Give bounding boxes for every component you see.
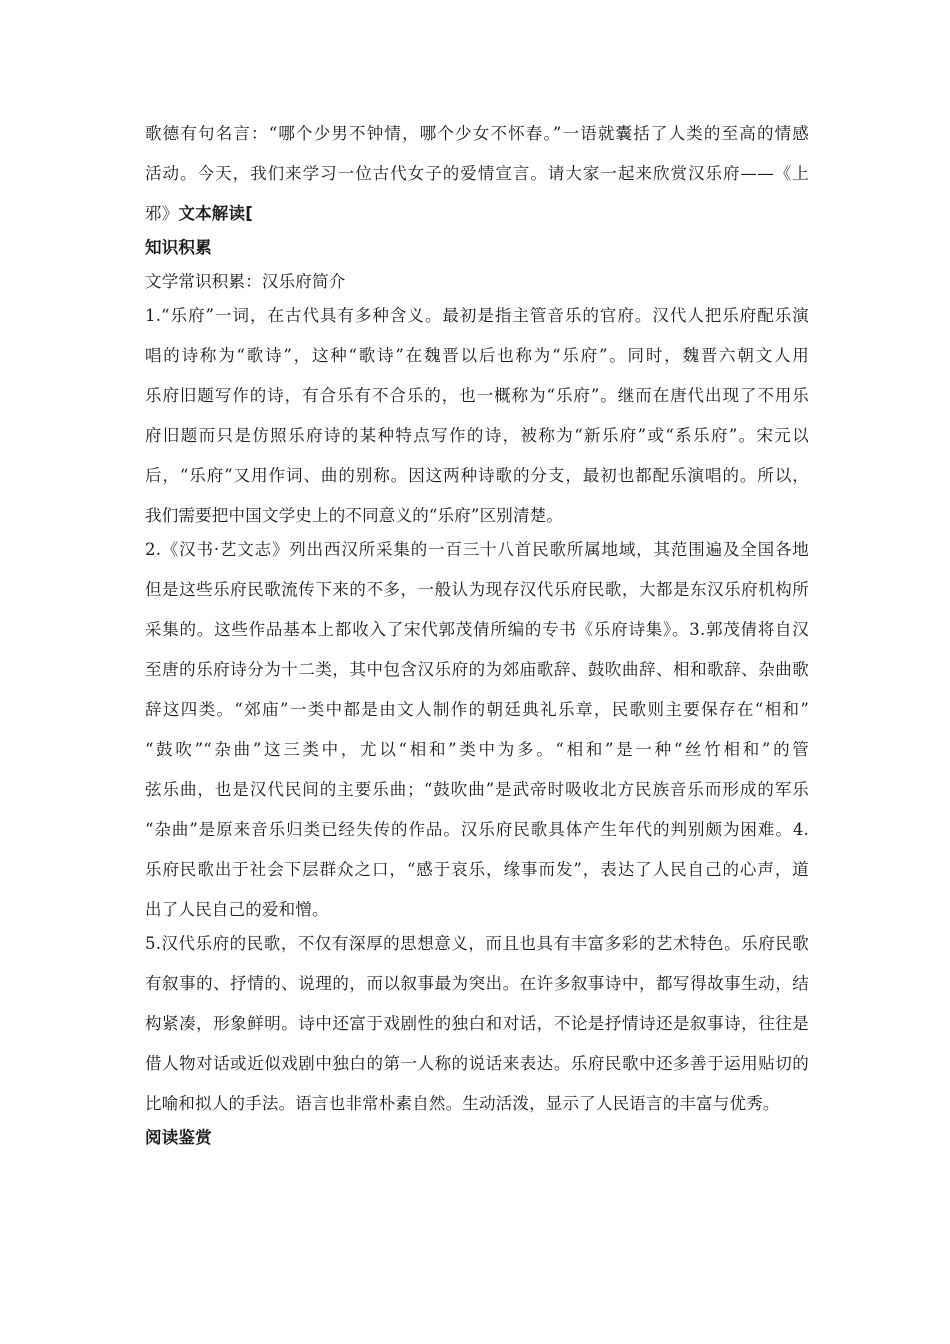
reading-heading: 阅读鉴赏 — [145, 1128, 212, 1147]
p5-line-1: 5.汉代乐府的民歌，不仅有深厚的思想意义，而且也具有丰富多彩的艺术特色。乐府民歌 — [145, 934, 809, 953]
knowledge-heading: 知识积累 — [145, 238, 212, 257]
p2-line-10: 出了人民自己的爱和憎。 — [145, 900, 329, 919]
intro-line-3-text: 邪》 — [145, 204, 179, 223]
p2-line-9: 乐府民歌出于社会下层群众之口，“感于哀乐，缘事而发”，表达了人民自己的心声，道 — [145, 860, 809, 879]
p1-line-2: 唱的诗称为“歌诗”，这种“歌诗”在魏晋以后也称为“乐府”。同时，魏晋六朝文人用 — [145, 346, 809, 365]
p1-line-5: 后，“乐府”又用作词、曲的别称。因这两种诗歌的分支，最初也都配乐演唱的。所以， — [145, 466, 809, 485]
p2-line-1: 2.《汉书·艺文志》列出西汉所采集的一百三十八首民歌所属地域，其范围遍及全国各地 — [145, 540, 809, 559]
p2-line-8: “杂曲”是原来音乐归类已经失传的作品。汉乐府民歌具体产生年代的判别颇为困难。4. — [145, 820, 809, 839]
p2-line-5: 辞这四类。“郊庙”一类中都是由文人制作的朝廷典礼乐章，民歌则主要保存在“相和” — [145, 700, 809, 719]
p2-line-3: 采集的。这些作品基本上都收入了宋代郭茂倩所编的专书《乐府诗集》。3.郭茂倩将自汉 — [145, 620, 809, 639]
p5-line-2: 有叙事的、抒情的、说理的，而以叙事最为突出。在许多叙事诗中，都写得故事生动，结 — [145, 974, 809, 993]
p2-line-2: 但是这些乐府民歌流传下来的不多，一般认为现存汉代乐府民歌，大都是东汉乐府机构所 — [145, 580, 809, 599]
knowledge-subheading: 文学常识积累：汉乐府简介 — [145, 272, 346, 291]
text-interpretation-label: 文本解读[ — [178, 204, 253, 223]
intro-line-1: 歌德有句名言：“哪个少男不钟情，哪个少女不怀春。”一语就囊括了人类的至高的情感 — [145, 124, 809, 143]
intro-line-3 — [145, 200, 809, 227]
p1-line-1: 1.“乐府”一词，在古代具有多种含义。最初是指主管音乐的官府。汉代人把乐府配乐演 — [145, 306, 809, 325]
p1-line-4: 府旧题而只是仿照乐府诗的某种特点写作的诗，被称为“新乐府”或“系乐府”。宋元以 — [145, 426, 809, 445]
intro-line-2: 活动。今天，我们来学习一位古代女子的爱情宣言。请大家一起来欣赏汉乐府——《上 — [145, 164, 809, 183]
p5-line-4: 借人物对话或近似戏剧中独白的第一人称的说话来表达。乐府民歌中还多善于运用贴切的 — [145, 1054, 809, 1073]
p2-line-4: 至唐的乐府诗分为十二类，其中包含汉乐府的为郊庙歌辞、鼓吹曲辞、相和歌辞、杂曲歌 — [145, 660, 809, 679]
p5-line-5: 比喻和拟人的手法。语言也非常朴素自然。生动活泼，显示了人民语言的丰富与优秀。 — [145, 1094, 780, 1113]
p5-line-3: 构紧凑，形象鲜明。诗中还富于戏剧性的独白和对话，不论是抒情诗还是叙事诗，往往是 — [145, 1014, 809, 1033]
p1-line-6: 我们需要把中国文学史上的不同意义的“乐府”区别清楚。 — [145, 506, 564, 525]
p1-line-3: 乐府旧题写作的诗，有合乐有不合乐的，也一概称为“乐府”。继而在唐代出现了不用乐 — [145, 386, 809, 405]
p2-line-7: 弦乐曲，也是汉代民间的主要乐曲；“鼓吹曲”是武帝时吸收北方民族音乐而形成的军乐 — [145, 780, 809, 799]
p2-line-6: “鼓吹”“杂曲”这三类中，尤以“相和”类中为多。“相和”是一种“丝竹相和”的管 — [145, 740, 809, 759]
document-page — [145, 120, 809, 1151]
